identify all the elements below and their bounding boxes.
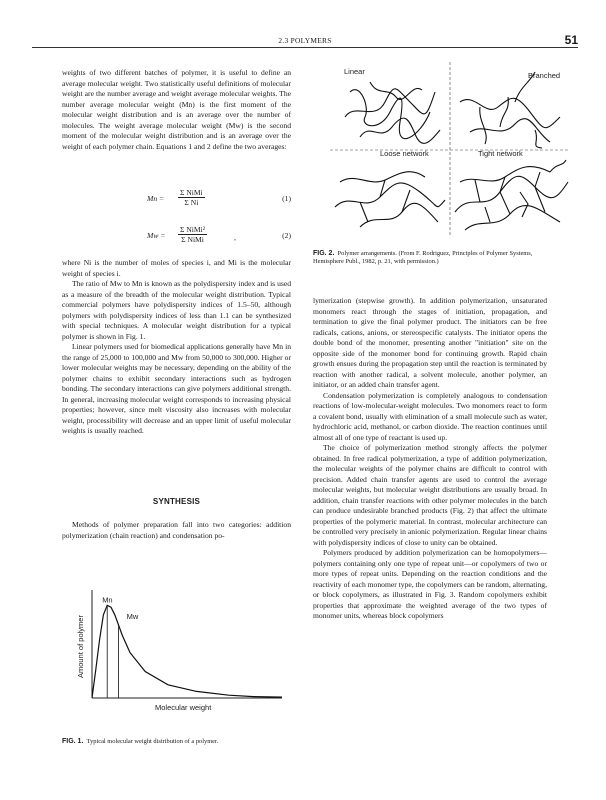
fig1-caption-text: Typical molecular weight distribution of a polymer. [86, 738, 219, 745]
label-tight-network: Tight network [478, 149, 523, 158]
eq1-number: (1) [282, 194, 291, 203]
branched-chains [460, 72, 560, 148]
eq2-denominator: Σ NiMi [181, 235, 204, 244]
label-branched: Branched [528, 71, 561, 80]
label-loose-network: Loose network [380, 149, 429, 158]
left-column-top [62, 68, 291, 152]
eq2-fraction [178, 225, 207, 244]
paragraph: The choice of polymerization method strongly affects the polymer obtained. In free radical polymerization, a type of addition polymerization, the molecular weights of the polymer chains are difficult to control with precision. Added chain transfer agents are used to control the average molecular weights, but molecular weight distributions are usually broad. In addition, chain transfer reactions with other polymer molecules in the batch can produce undesirable branched products (Fig. 2) that affect the ultimate properties of the polymeric material. In contrast, molecular architecture can be controlled very precisely in anionic polymerization. Regular linear chains with polydispersity indices of close to unity can be obtained. [313, 443, 547, 547]
paragraph: Polymers produced by addition polymerization can be homopolymers—polymers containing only one type of repeat unit—or copolymers of two or more types of repeat units. Depending on the reaction conditions and the reactivity of each monomer type, the copolymers can be random, alternating, or block copolymers, as illustrated in Fig. 3. Random copolymers exhibit properties that approximate the weighted average of the two types of monomer units, whereas block copolymers [313, 548, 547, 620]
eq1-fraction [178, 188, 205, 207]
fig1-caption [62, 738, 297, 746]
mn-label: Mn [102, 595, 113, 605]
paragraph: where Ni is the number of moles of species i, and Mi is the molecular weight of species i. [62, 258, 291, 278]
y-axis-label: Amount of polymer [76, 615, 85, 678]
left-column-bottom [62, 258, 291, 437]
loose-network [335, 172, 445, 227]
fig2-caption-text: Polymer arrangements. (From F. Rodriguez, Principles of Polymer Systems, Hemisphere Publ., 1982, p. 21, with permission.) [313, 250, 533, 266]
x-axis-label: Molecular weight [155, 703, 212, 712]
running-header [32, 33, 578, 48]
right-column [313, 296, 547, 622]
paragraph: Methods of polymer preparation fall into two categories: addition polymerization (chain reaction) and condensation po- [62, 520, 291, 540]
distribution-curve [92, 605, 282, 698]
paragraph: lymerization (stepwise growth). In addition polymerization, unsaturated monomers react through the stages of initiation, propagation, and termination to give the final polymer product. The initiators can be free radicals, cations, anions, or stereospecific catalysts. The initiator opens the double bond of the monomer, presenting another "initiation" site on the opposite side of the monomer bond for continuing growth. Rapid chain growth ensues during the propagation step until the reaction is terminated by reaction with another radical, a solvent molecule, another polymer, an initiator, or an added chain transfer agent. [313, 296, 547, 389]
linear-chains [345, 82, 440, 143]
section-heading-synthesis: SYNTHESIS [152, 497, 201, 506]
eq2-lhs: Mw = [147, 231, 166, 240]
tight-network [455, 160, 568, 230]
fig2-illustration [330, 62, 570, 237]
equation-2 [62, 225, 291, 247]
eq2-comma: , [234, 233, 236, 242]
equation-1 [62, 188, 291, 210]
fig2-caption [313, 250, 547, 267]
fig2-label: FIG. 2. [313, 250, 335, 257]
mw-label: Mw [126, 612, 139, 622]
paragraph: weights of two different batches of polymer, it is useful to define an average molecular weight. Two statistically useful definitions of molecular weight are the number average and weight average molecular weights. The number average molecular weight (Mn) is the first moment of the molecular weight distribution and is an average over the number of molecules. The weight average molecular weight (Mw) is the second moment of the molecular weight distribution and is an average over the weight of each polymer chain. Equations 1 and 2 define the two averages: [62, 68, 291, 151]
label-linear: Linear [344, 67, 365, 76]
page-number: 51 [564, 33, 578, 47]
eq2-number: (2) [282, 231, 291, 240]
paragraph: Linear polymers used for biomedical applications generally have Mn in the range of 25,000 to 100,000 and Mw from 50,000 to 300,000. Higher or lower molecular weights may be necessary, depending on the ability of the polymer chains to exhibit secondary interactions such as hydrogen bonding. The secondary interactions can give polymers additional strength. In general, increasing molecular weight corresponds to increasing physical properties; however, since melt viscosity also increases with molecular weight, processibility will decrease and an upper limit of useful molecular weights is usually reached. [62, 342, 291, 435]
section-title: 2.3 POLYMERS [278, 36, 332, 45]
eq1-lhs: Mn = [147, 194, 165, 203]
eq2-numerator: Σ NiMi² [180, 225, 206, 234]
fig1-label: FIG. 1. [62, 738, 84, 745]
paragraph: Condensation polymerization is completely analogous to condensation reactions of low-molecular-weight molecules. Two monomers react to form a covalent bond, usually with elimination of a small molecule such as water, hydrochloric acid, methanol, or carbon dioxide. The reaction continues until almost all of one type of reactant is used up. [313, 390, 547, 442]
eq1-denominator: Σ Ni [184, 198, 199, 207]
left-column-synthesis [62, 520, 291, 541]
paragraph: The ratio of Mw to Mn is known as the polydispersity index and is used as a measure of the breadth of the molecular weight distribution. Typical commercial polymers have polydispersity indices of 1.5–50, although polymers with polydispersity indices of less than 1.1 can be synthesized with special techniques. A molecular weight distribution for a typical polymer is shown in Fig. 1. [62, 279, 291, 341]
eq1-numerator: Σ NiMi [180, 188, 203, 197]
fig1-chart [70, 586, 285, 726]
